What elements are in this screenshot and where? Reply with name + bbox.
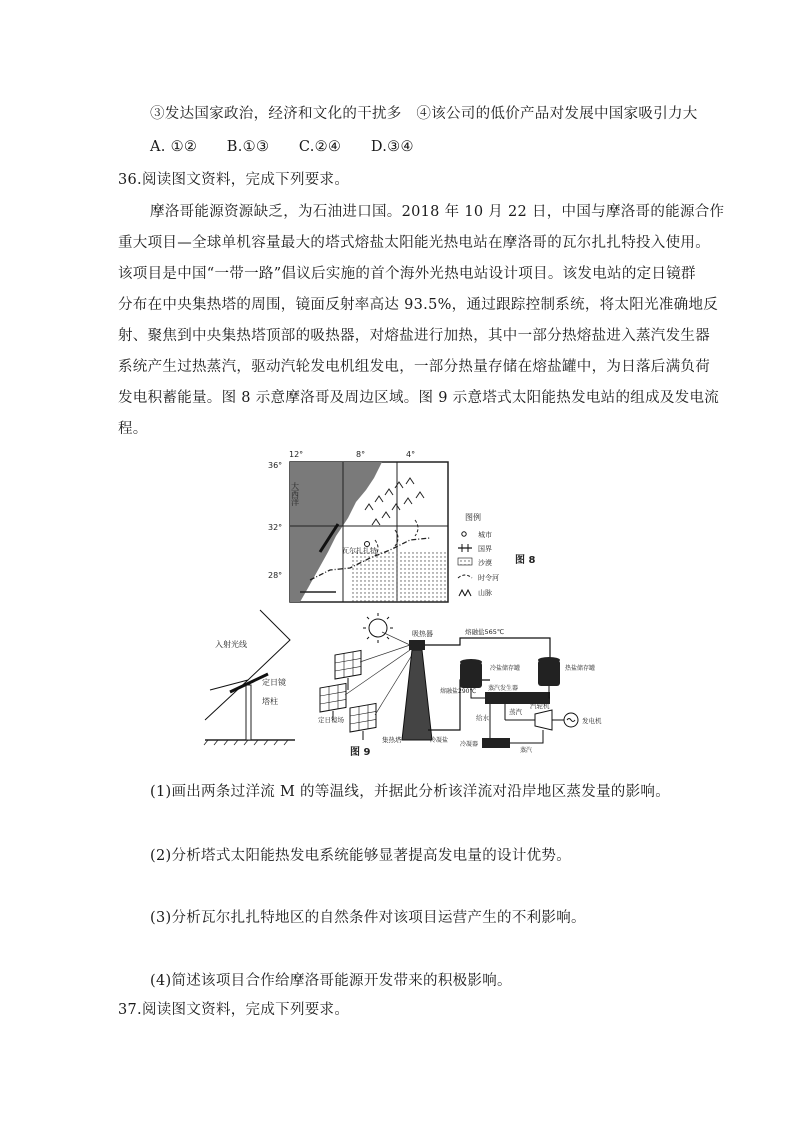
sub-question-2: (2)分析塔式太阳能热发电系统能够显著提高发电量的设计优势。 xyxy=(150,848,572,864)
heliostat-field xyxy=(320,650,376,740)
lat-label: 28° xyxy=(268,571,283,580)
lon-label: 8° xyxy=(356,450,366,459)
figure-8-and-9 xyxy=(160,440,640,770)
heliostat-group-label: 定日镜场 xyxy=(318,716,344,724)
cold-salt-tank xyxy=(460,659,482,688)
option-line: ③发达国家政治，经济和文化的干扰多 ④该公司的低价产品对发展中国家吸引力大 xyxy=(150,106,698,122)
q36-paragraph-line: 射、聚焦到中央集热塔顶部的吸热器，对熔盐进行加热，其中一部分热熔盐进入蒸汽发生器 xyxy=(118,328,710,344)
heliostat-label: 定日镜 xyxy=(262,678,286,687)
hot-tank-label: 热盐储存罐 xyxy=(565,665,596,672)
figure-area xyxy=(160,440,640,770)
turbine-label: 汽轮机 xyxy=(530,702,550,710)
heliostat-pillar xyxy=(246,685,251,740)
ocean-label: 大西洋 xyxy=(290,482,300,506)
pillar-label: 塔柱 xyxy=(262,697,278,706)
steam-bottom-label: 蒸汽 xyxy=(520,747,533,754)
legend-item: 沙漠 xyxy=(478,559,492,567)
q36-paragraph-line: 重大项目—全球单机容量最大的塔式熔盐太阳能光热电站在摩洛哥的瓦尔扎扎特投入使用。 xyxy=(118,235,710,251)
condenser-label: 冷凝器 xyxy=(460,741,479,748)
molten-salt-bottom-label: 冷凝盐 xyxy=(430,737,449,744)
q36-paragraph-line: 摩洛哥能源资源缺乏，为石油进口国。2018 年 10 月 22 日，中国与摩洛哥的能源合作 xyxy=(150,204,725,220)
q36-paragraph-line: 发电积蓄能量。图 8 示意摩洛哥及周边区域。图 9 示意塔式太阳能热发电站的组成及发电流 xyxy=(118,390,720,406)
city-label: 瓦尔扎扎特 xyxy=(342,547,377,555)
city-marker xyxy=(365,542,370,547)
condenser xyxy=(482,738,510,748)
incident-light-label: 入射光线 xyxy=(215,640,247,649)
lon-label: 12° xyxy=(289,450,304,459)
q36-paragraph-line: 系统产生过热蒸汽，驱动汽轮发电机组发电，一部分热量存储在熔盐罐中，为日落后满负荷 xyxy=(118,359,710,375)
legend-item: 时令河 xyxy=(478,574,499,582)
legend-title: 图例 xyxy=(465,513,481,522)
desert-area xyxy=(350,550,448,602)
generator-label: 发电机 xyxy=(582,717,602,725)
figure-9-caption: 图 9 xyxy=(350,747,371,758)
sub-question-1: (1)画出两条过洋流 M 的等温线，并据此分析该洋流对沿岸地区蒸发量的影响。 xyxy=(150,784,671,800)
legend-item: 山脉 xyxy=(478,589,492,597)
figure-8-caption: 图 8 xyxy=(515,555,536,566)
molten-salt-mid-label: 熔融盐290℃ xyxy=(440,688,477,695)
lat-label: 36° xyxy=(268,461,283,470)
sub-question-3: (3)分析瓦尔扎扎特地区的自然条件对该项目运营产生的不利影响。 xyxy=(150,910,586,926)
absorber xyxy=(409,640,425,650)
lon-label: 4° xyxy=(406,450,416,459)
question-37-heading: 37.阅读图文资料，完成下列要求。 xyxy=(118,1002,350,1018)
molten-salt-top-label: 熔融盐565℃ xyxy=(465,628,505,636)
lat-label: 32° xyxy=(268,523,283,532)
collector-tower-label: 集热塔 xyxy=(382,736,402,744)
cold-tank-label: 冷盐储存罐 xyxy=(490,665,521,672)
legend-item: 国界 xyxy=(478,545,492,553)
figure-9-diagram xyxy=(204,610,602,758)
figure-8-map xyxy=(268,450,535,602)
steam-label: 蒸汽 xyxy=(509,708,522,716)
q36-paragraph-line: 程。 xyxy=(118,421,148,437)
feedwater-label: 给水 xyxy=(476,714,489,722)
map-legend xyxy=(458,512,499,597)
question-36-heading: 36.阅读图文资料，完成下列要求。 xyxy=(118,172,350,188)
legend-item: 城市 xyxy=(478,531,492,539)
q36-paragraph-line: 该项目是中国“一带一路”倡议后实施的首个海外光热电站设计项目。该发电站的定日镜群 xyxy=(118,266,696,282)
turbine xyxy=(535,710,552,730)
hot-salt-tank xyxy=(538,657,560,686)
sub-question-4: (4)简述该项目合作给摩洛哥能源开发带来的积极影响。 xyxy=(150,973,512,989)
steam-generator-label: 蒸汽发生器 xyxy=(488,685,519,692)
q36-paragraph-line: 分布在中央集热塔的周围，镜面反射率高达 93.5%，通过跟踪控制系统，将太阳光准确地反 xyxy=(118,297,719,313)
absorber-label: 吸热器 xyxy=(412,630,433,638)
sun-icon xyxy=(363,613,393,643)
answer-choices: A. ①② B.①③ C.②④ D.③④ xyxy=(150,139,414,155)
